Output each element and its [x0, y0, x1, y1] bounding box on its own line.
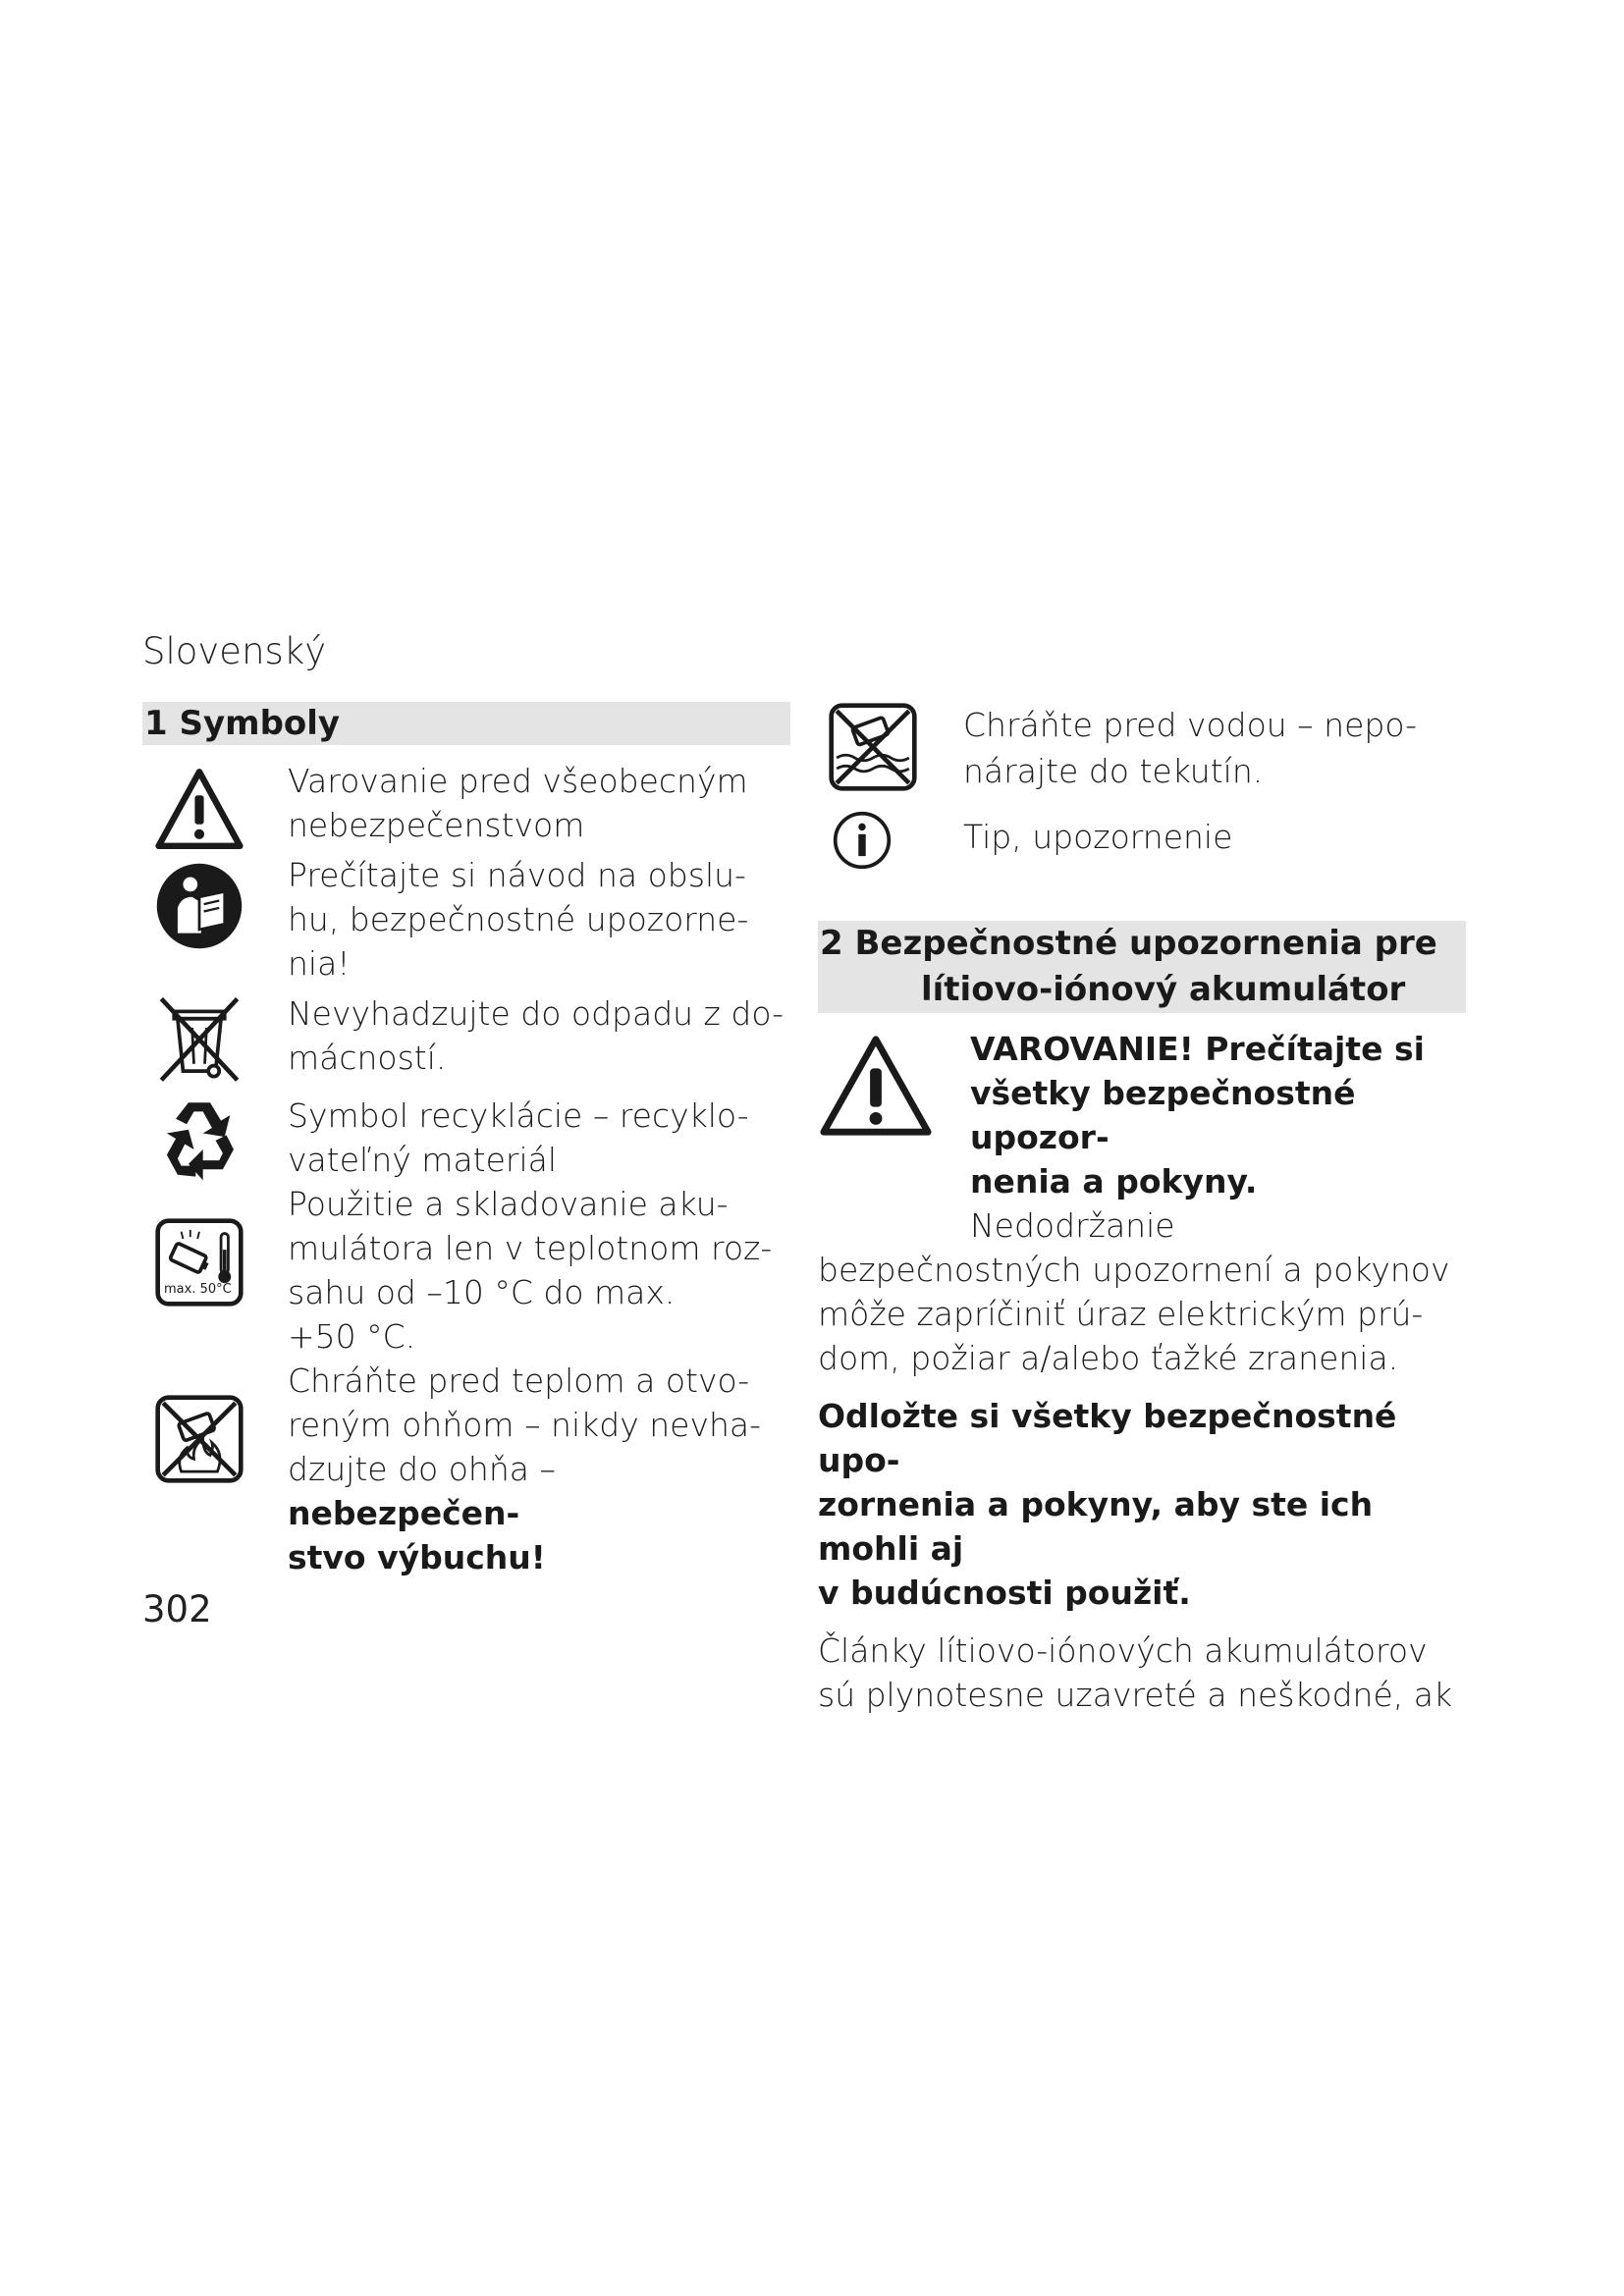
symbol-text: [288, 1359, 790, 1579]
section-1-title: 1 Symboly: [142, 702, 790, 745]
keep-instructions-paragraph: Odložte si všetky bezpečnostné upo- zornenia a pokyny, aby ste ich mohli aj v budúcnosti použiť.: [818, 1397, 1397, 1612]
symbol-text: Tip, upozornenie: [963, 818, 1233, 856]
section-2-title-line-1: 2 Bezpečnostné upozornenia pre: [820, 924, 1437, 963]
warning-line-6: dom, požiar a/alebo ťažké zranenia.: [818, 1339, 1399, 1377]
cells-paragraph: Články lítiovo-iónových akumulátorov sú plynotesne uzavreté a neškodné, ak: [818, 1631, 1453, 1714]
symbol-text-bold: nebezpečen- stvo výbuchu!: [288, 1494, 546, 1576]
symbols-column: [142, 702, 790, 1579]
page-number: 302: [142, 1588, 212, 1630]
warning-line-1: VAROVANIE! Prečítajte si: [970, 1030, 1425, 1068]
temperature-icon-label: max. 50°C: [164, 1282, 232, 1297]
recycling-icon: [154, 1094, 244, 1184]
symbol-text-regular: Chráňte pred teplom a otvo- reným ohňom – nikdy nevha- dzujte do ohňa –: [288, 1362, 762, 1488]
symbol-row-manual: [142, 853, 790, 986]
no-water-icon: [828, 702, 918, 792]
language-label: Slovenský: [142, 630, 327, 672]
general-warning-icon: [154, 765, 244, 855]
section-2-title: [818, 921, 1466, 1013]
symbol-text: Varovanie pred všeobecným nebezpečenstvom: [288, 762, 748, 844]
warning-line-3-bold: nenia a pokyny.: [970, 1162, 1258, 1201]
warning-line-4: bezpečnostných upozornení a pokynov: [818, 1251, 1450, 1289]
info-icon: [832, 810, 893, 871]
temperature-icon: [154, 1217, 244, 1308]
section-2-title-line-2: lítiovo-iónový akumulátor: [921, 970, 1406, 1009]
symbol-row-warning: [142, 759, 790, 847]
symbol-text: Nevyhadzujte do odpadu z do- mácností.: [288, 994, 785, 1077]
symbol-row-fire: [142, 1359, 790, 1579]
crossed-bin-icon: [154, 993, 244, 1084]
warning-line-5: môže zapríčiniť úraz elektrickým prú-: [818, 1295, 1424, 1333]
no-fire-icon: [154, 1394, 244, 1484]
read-manual-icon: [154, 861, 244, 951]
warning-line-3-rest: Nedodržanie: [970, 1206, 1175, 1245]
symbol-row-water: [818, 702, 1466, 794]
symbol-row-info: [818, 814, 1466, 860]
general-warning-icon: [818, 1033, 934, 1141]
symbol-row-recycling: [142, 1094, 790, 1182]
warning-block: [818, 1027, 1466, 1380]
symbol-text: Symbol recyklácie – recyklo- vateľný materiál: [288, 1096, 749, 1179]
warning-line-2: všetky bezpečnostné upozor-: [970, 1074, 1356, 1156]
symbol-text: Použitie a skladovanie aku- mulátora len v teplotnom roz- sahu od –10 °C do max. +50 °C.: [288, 1185, 773, 1356]
symbol-row-bin: [142, 991, 790, 1080]
symbol-row-temperature: [142, 1182, 790, 1359]
symbol-text: Chráňte pred vodou – nepo- nárajte do tekutín.: [963, 706, 1418, 790]
right-column: [818, 702, 1466, 1717]
symbol-text: Prečítajte si návod na obslu- hu, bezpečnostné upozorne- nia!: [288, 856, 749, 983]
